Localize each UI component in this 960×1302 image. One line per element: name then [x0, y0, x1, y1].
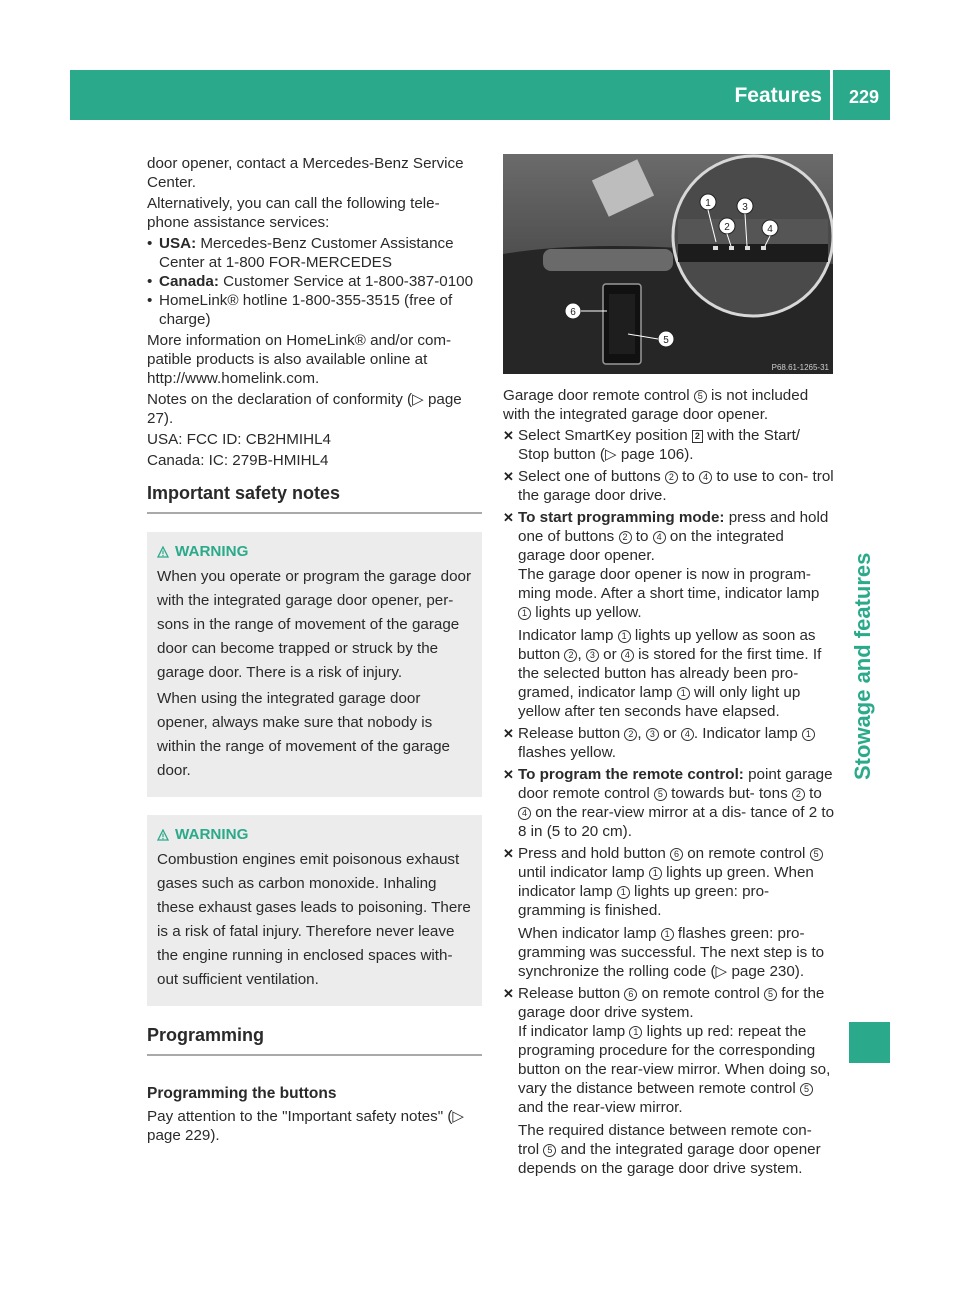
programming-section-title: Programming: [147, 1026, 482, 1056]
chapter-tab-label: Stowage and features: [850, 552, 875, 780]
callout-label: 5: [663, 335, 669, 346]
step-press-hold: ✕ Press and hold button 6 on remote control 5 until indicator lamp 1 lights up green. When indicator lamp 1 lights up green: pro- gramming is finished. When indicator lamp 1 flashes green: pro- gramming was successful. The next step is to synchronize the rolling code (▷ page 230).: [503, 844, 835, 981]
mirror-illustration: [503, 154, 833, 374]
intro-paragraph: door opener, contact a Mercedes-Benz Service Center.: [147, 155, 464, 191]
mirror-figure: [503, 154, 833, 374]
page-number: 229: [848, 87, 880, 107]
header-divider: [830, 70, 833, 120]
contact-usa: • USA: Mercedes-Benz Customer Assistance Center at 1-800 FOR-MERCEDES: [147, 234, 482, 272]
warning-triangle-icon: [157, 827, 169, 847]
warning-text: When using the integrated garage door opener, always make sure that nobody is within the range of movement of the garage door.: [157, 690, 450, 779]
warning-heading: WARNING: [157, 825, 472, 845]
programming-buttons-title: Programming the buttons: [147, 1085, 337, 1102]
conformity-notes: Notes on the declaration of conformity (▷ page 27).: [147, 391, 462, 427]
callout-label: 2: [724, 222, 730, 233]
warning-text: When you operate or program the garage door with the integrated garage door opener, per- sons in the range of movement of the garage door can become trapped or struck by the garage door. There is a risk of injury.: [157, 568, 472, 681]
callout-label: 4: [767, 224, 773, 235]
step-select-button: ✕ Select one of buttons 2 to 4 to use to con- trol the garage door drive.: [503, 467, 835, 505]
warning-triangle-icon: [157, 544, 169, 564]
alternatives-paragraph: Alternatively, you can call the following tele- phone assistance services:: [147, 195, 440, 231]
warning-heading: WARNING: [157, 542, 472, 562]
right-column: [503, 154, 835, 1181]
programming-buttons-text: Pay attention to the "Important safety notes" (▷ page 229).: [147, 1108, 465, 1144]
contact-homelink: • HomeLink® hotline 1-800-355-3515 (free of charge): [147, 291, 482, 329]
left-column: [147, 154, 482, 1147]
key-position-icon: 2: [692, 430, 703, 443]
chapter-tab-marker: [849, 1022, 890, 1063]
figure-caption: Garage door remote control 5 is not included with the integrated garage door opener.: [503, 387, 809, 423]
step-release-button: ✕ Release button 2 , 3 or 4 . Indicator lamp 1 flashes yellow.: [503, 724, 835, 762]
step-program-remote: ✕ To program the remote control: point garage door remote control 5 towards but- tons 2 to 4 on the rear-view mirror at a dis- tance of 2 to 8 in (5 to 20 cm).: [503, 765, 835, 841]
warning-box-garage: [147, 532, 482, 797]
page-section-title: Features: [734, 84, 822, 107]
step-release-remote: ✕ Release button 6 on remote control 5 for the garage door drive system. If indicator lamp 1 lights up red: repeat the programing procedure for the corresponding button on the rear-view mirror. When doing so, vary the distance between remote control 5 and the rear-view mirror. The required distance between remote con- trol 5 and the integrated garage door opener depends on the garage door drive system.: [503, 984, 835, 1178]
warning-text: Combustion engines emit poisonous exhaust gases such as carbon monoxide. Inhaling these exhaust gases leads to poisoning. There is a risk of fatal injury. Therefore never leave the engine running in enclosed spaces with- out sufficient ventilation.: [157, 851, 471, 988]
step-start-programming: ✕ To start programming mode: press and hold one of buttons 2 to 4 on the integrated garage door opener. The garage door opener is now in program- ming mode. After a short time, indicator lamp 1 lights up yellow. Indicator lamp 1 lights up yellow as soon as button 2 , 3 or 4 is stored for the first time. If the selected button has already been pro- gramed, indicator lamp 1 will only light up yellow after ten seconds have elapsed.: [503, 508, 835, 721]
figure-code: P68.61-1265-31: [771, 363, 829, 372]
fcc-canada: Canada: IC: 279B-HMIHL4: [147, 452, 329, 469]
contact-canada: • Canada: Customer Service at 1-800-387-0100: [147, 272, 482, 291]
fcc-usa: USA: FCC ID: CB2HMIHL4: [147, 431, 331, 448]
callout-label: 3: [742, 202, 748, 213]
callout-label: 6: [570, 307, 576, 318]
callout-label: 1: [705, 198, 711, 209]
step-select-position: ✕ Select SmartKey position 2 with the Start/ Stop button (▷ page 106).: [503, 426, 835, 464]
homelink-info: More information on HomeLink® and/or com- patible products is also available online at http://www.homelink.com.: [147, 332, 452, 387]
warning-box-exhaust: [147, 815, 482, 1006]
safety-section-title: Important safety notes: [147, 484, 482, 514]
